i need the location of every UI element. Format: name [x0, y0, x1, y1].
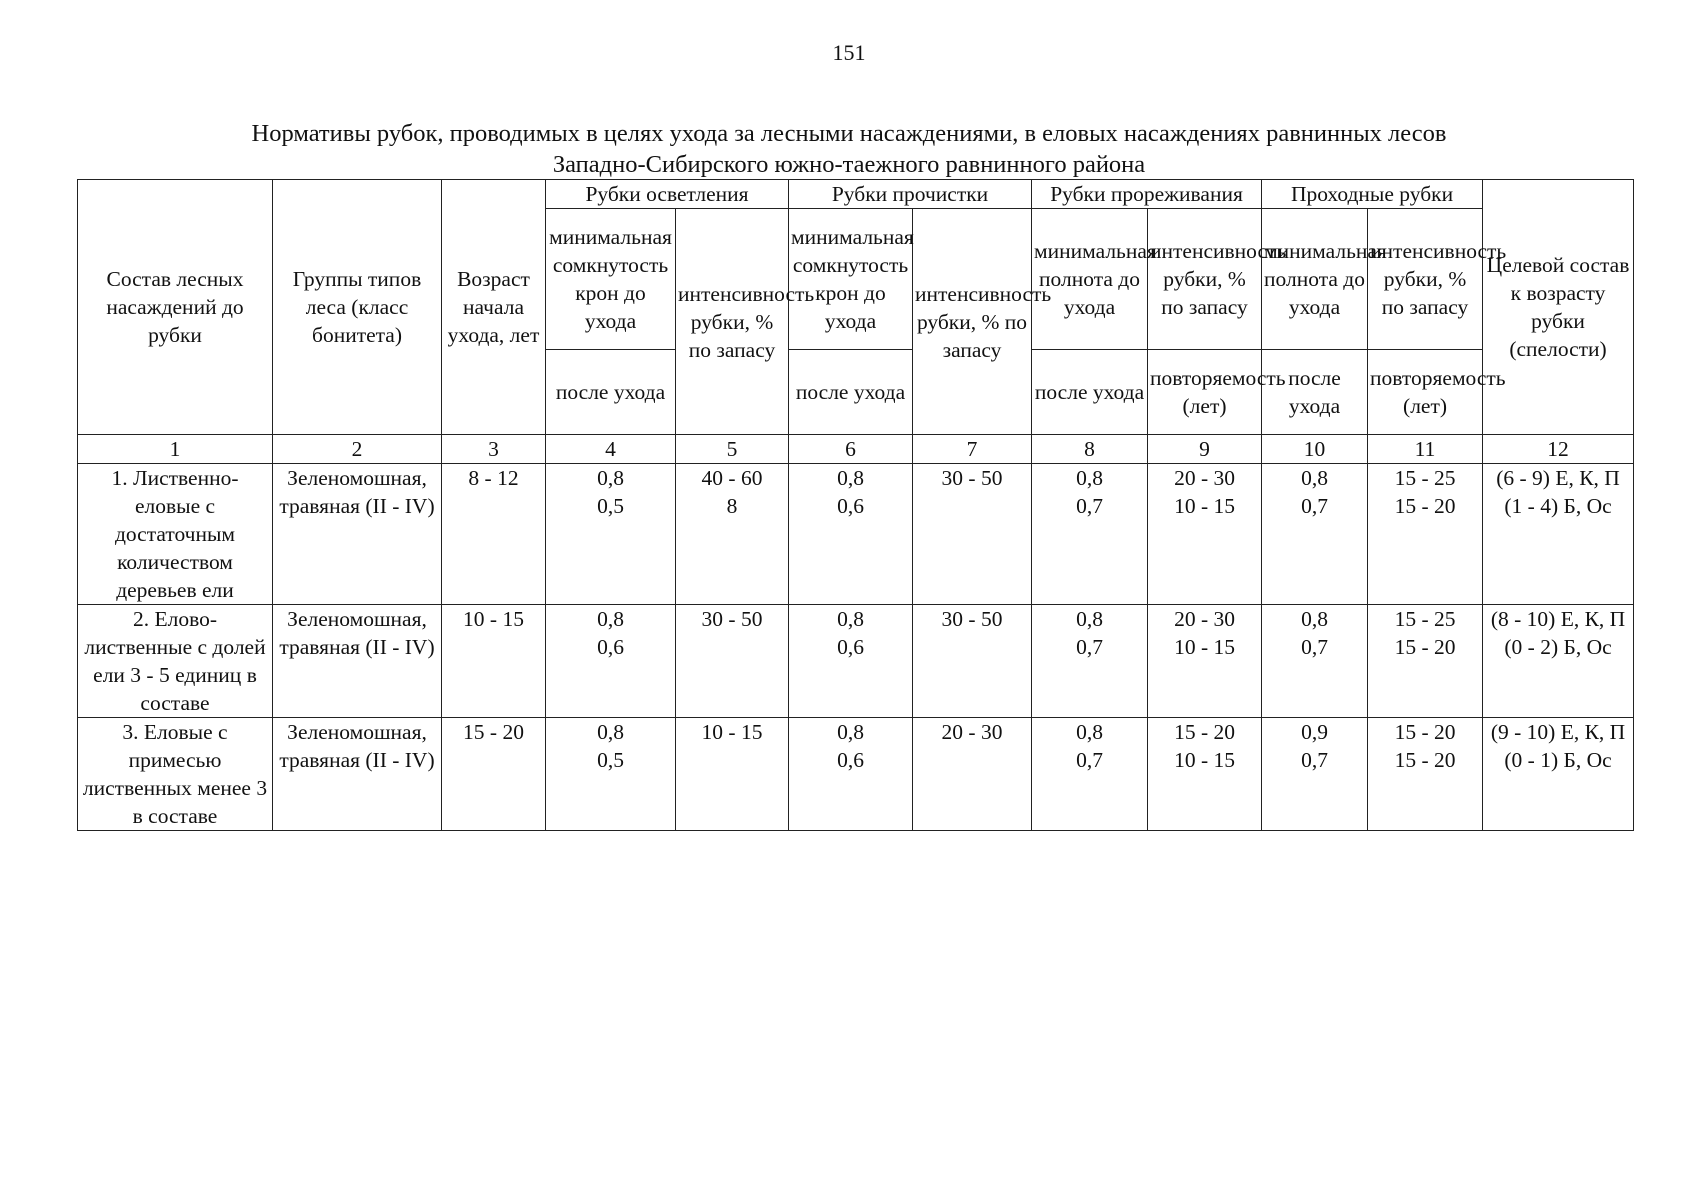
title-line-1: Нормативы рубок, проводимых в целях ухода за лесными насаждениями, в еловых насаждениях равнинных лесов: [251, 120, 1447, 147]
cell-c5: [676, 605, 789, 718]
value-before: 0,8: [597, 466, 624, 490]
title-line-2: Западно-Сибирского южно-таежного равнинного района: [552, 151, 1146, 178]
cell-start-age: 10 - 15: [442, 605, 546, 718]
value-before: 0,8: [1301, 466, 1328, 490]
cell-target: [1483, 605, 1634, 718]
value-after: 0,5: [597, 494, 624, 518]
value-repeat: 15 - 20: [1394, 748, 1456, 772]
cell-c11: [1368, 464, 1483, 605]
cell-c6: [789, 718, 913, 831]
column-number: 4: [546, 435, 676, 464]
value-intensity: 20 - 30: [941, 720, 1003, 744]
column-number: 7: [913, 435, 1032, 464]
cell-c4: [546, 605, 676, 718]
value-after: 0,7: [1076, 635, 1103, 659]
value-target-other: (0 - 1) Б, Ос: [1504, 748, 1612, 772]
header-c11-bottom: повторяемость (лет): [1368, 350, 1483, 435]
value-before: 0,8: [597, 607, 624, 631]
value-intensity: 30 - 50: [701, 607, 763, 631]
cell-start-age: 15 - 20: [442, 718, 546, 831]
value-after: 0,6: [837, 494, 864, 518]
header-c6-top: минимальная сомкнутость крон до ухода: [789, 209, 913, 350]
column-number: 6: [789, 435, 913, 464]
value-before: 0,8: [1076, 720, 1103, 744]
cell-c7: [913, 718, 1032, 831]
cell-composition: 3. Еловые с примесью лиственных менее 3 в составе: [78, 718, 273, 831]
cell-forest-type: Зеленомошная, травяная (II - IV): [273, 464, 442, 605]
header-group-clearing: Рубки осветления: [546, 180, 789, 209]
document-title: [0, 118, 1698, 180]
cell-c9: [1148, 605, 1262, 718]
value-before: 0,8: [1076, 466, 1103, 490]
cell-c6: [789, 464, 913, 605]
value-repeat: 10 - 15: [1174, 748, 1235, 772]
value-target-main: (8 - 10) Е, К, П: [1490, 607, 1626, 631]
cell-start-age: 8 - 12: [442, 464, 546, 605]
value-after: 0,7: [1301, 635, 1328, 659]
header-group-thinning: Рубки прореживания: [1032, 180, 1262, 209]
value-intensity: 30 - 50: [941, 607, 1003, 631]
value-before: 0,8: [837, 466, 864, 490]
cell-c5: [676, 464, 789, 605]
header-c4-top: минимальная сомкнутость крон до ухода: [546, 209, 676, 350]
value-before: 0,8: [837, 720, 864, 744]
value-before: 0,8: [837, 607, 864, 631]
cell-c7: [913, 464, 1032, 605]
table-row: [78, 605, 1634, 718]
column-number: 12: [1483, 435, 1634, 464]
header-c6-bottom: после ухода: [789, 350, 913, 435]
value-after: 0,6: [837, 635, 864, 659]
cell-c7: [913, 605, 1032, 718]
cell-c11: [1368, 718, 1483, 831]
header-c7: интенсивность рубки, % по запасу: [913, 209, 1032, 435]
value-target-other: (0 - 2) Б, Ос: [1504, 635, 1612, 659]
header-target-composition: Целевой состав к возрасту рубки (спелости): [1483, 180, 1634, 435]
cell-forest-type: Зеленомошная, травяная (II - IV): [273, 718, 442, 831]
value-intensity: 20 - 30: [1174, 607, 1235, 631]
column-number-row: [78, 435, 1634, 464]
header-composition: Состав лесных насаждений до рубки: [78, 180, 273, 435]
header-c9-top: интенсивность рубки, % по запасу: [1148, 209, 1262, 350]
cell-target: [1483, 718, 1634, 831]
value-intensity: 15 - 25: [1394, 607, 1456, 631]
cell-c5: [676, 718, 789, 831]
column-number: 9: [1148, 435, 1262, 464]
value-intensity: 10 - 15: [701, 720, 763, 744]
header-c4-bottom: после ухода: [546, 350, 676, 435]
header-c9-bottom: повторяемость (лет): [1148, 350, 1262, 435]
cell-composition: 2. Елово-лиственные с долей ели 3 - 5 единиц в составе: [78, 605, 273, 718]
cell-c9: [1148, 464, 1262, 605]
header-c5: интенсивность рубки, % по запасу: [676, 209, 789, 435]
value-after: 0,7: [1301, 494, 1328, 518]
value-before: 0,8: [597, 720, 624, 744]
cell-c8: [1032, 718, 1148, 831]
value-repeat: 15 - 20: [1394, 635, 1456, 659]
column-number: 11: [1368, 435, 1483, 464]
header-group-passage: Проходные рубки: [1262, 180, 1483, 209]
column-number: 5: [676, 435, 789, 464]
page-number: 151: [832, 40, 866, 65]
value-intensity: 30 - 50: [941, 466, 1003, 490]
cell-target: [1483, 464, 1634, 605]
cell-composition: 1. Лиственно-еловые с достаточным количеством деревьев ели: [78, 464, 273, 605]
header-group-cleaning: Рубки прочистки: [789, 180, 1032, 209]
value-before: 0,8: [1076, 607, 1103, 631]
cell-c10: [1262, 718, 1368, 831]
value-intensity: 40 - 60: [701, 466, 763, 490]
value-intensity: 15 - 20: [1394, 720, 1456, 744]
column-number: 3: [442, 435, 546, 464]
column-number: 1: [78, 435, 273, 464]
header-c11-top: интенсивность рубки, % по запасу: [1368, 209, 1483, 350]
value-after: 0,7: [1076, 748, 1103, 772]
cell-c10: [1262, 605, 1368, 718]
cell-c11: [1368, 605, 1483, 718]
header-c8-bottom: после ухода: [1032, 350, 1148, 435]
value-intensity: 20 - 30: [1174, 466, 1235, 490]
value-target-main: (9 - 10) Е, К, П: [1490, 720, 1626, 744]
value-after: 0,7: [1076, 494, 1103, 518]
value-intensity: 15 - 25: [1394, 466, 1456, 490]
value-repeat: 10 - 15: [1174, 494, 1235, 518]
cell-c8: [1032, 605, 1148, 718]
cell-forest-type: Зеленомошная, травяная (II - IV): [273, 605, 442, 718]
value-target-other: (1 - 4) Б, Ос: [1504, 494, 1612, 518]
table-row: [78, 464, 1634, 605]
value-after: 0,6: [597, 635, 624, 659]
header-start-age: Возраст начала ухода, лет: [442, 180, 546, 435]
header-row-groups: [78, 180, 1634, 209]
value-extra: 8: [726, 494, 738, 518]
cell-c6: [789, 605, 913, 718]
cell-c9: [1148, 718, 1262, 831]
column-number: 10: [1262, 435, 1368, 464]
value-before: 0,9: [1301, 720, 1328, 744]
column-number: 2: [273, 435, 442, 464]
value-repeat: 15 - 20: [1394, 494, 1456, 518]
value-target-main: (6 - 9) Е, К, П: [1496, 466, 1620, 490]
value-repeat: 10 - 15: [1174, 635, 1235, 659]
norms-table: [77, 179, 1634, 831]
cell-c10: [1262, 464, 1368, 605]
cell-c4: [546, 464, 676, 605]
header-c8-top: минимальная полнота до ухода: [1032, 209, 1148, 350]
value-before: 0,8: [1301, 607, 1328, 631]
value-after: 0,5: [597, 748, 624, 772]
value-after: 0,6: [837, 748, 864, 772]
value-intensity: 15 - 20: [1174, 720, 1235, 744]
cell-c8: [1032, 464, 1148, 605]
header-c10-top: минимальная полнота до ухода: [1262, 209, 1368, 350]
header-c10-bottom: после ухода: [1262, 350, 1368, 435]
cell-c4: [546, 718, 676, 831]
table-row: [78, 718, 1634, 831]
header-forest-type: Группы типов леса (класс бонитета): [273, 180, 442, 435]
value-after: 0,7: [1301, 748, 1328, 772]
column-number: 8: [1032, 435, 1148, 464]
